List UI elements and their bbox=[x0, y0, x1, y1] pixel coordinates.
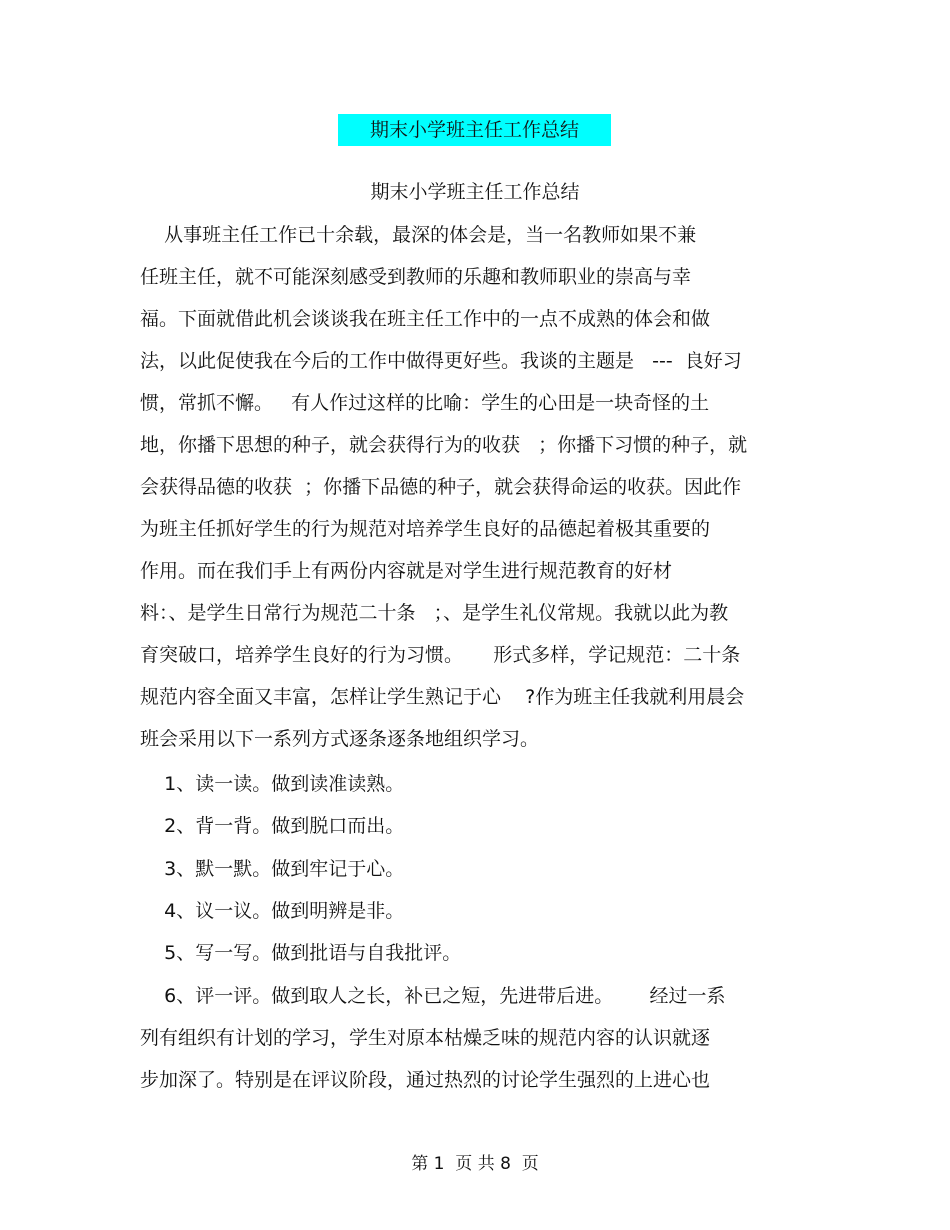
body-line: 惯，常抓不懈。 有人作过这样的比喻：学生的心田是一块奇怪的土 bbox=[140, 392, 710, 414]
body-line: 福。下面就借此机会谈谈我在班主任工作中的一点不成熟的体会和做 bbox=[140, 308, 711, 330]
body-line: 料：、是学生日常行为规范二十条 ；、是学生礼仪常规。我就以此为教 bbox=[140, 602, 729, 624]
list-item: 6、评一评。做到取人之长，补已之短，先进带后进。 经过一系 bbox=[140, 985, 726, 1007]
body-line: 任班主任，就不可能深刻感受到教师的乐趣和教师职业的崇高与幸 bbox=[140, 266, 692, 288]
body-line: 育突破口，培养学生良好的行为习惯。 形式多样，学记规范：二十条 bbox=[140, 644, 741, 666]
body-line: 法，以此促使我在今后的工作中做得更好些。我谈的主题是 --- 良好习 bbox=[140, 350, 742, 372]
document-heading: 期末小学班主任工作总结 bbox=[338, 114, 611, 146]
body-line: 会获得品德的收获 ；你播下品德的种子，就会获得命运的收获。因此作 bbox=[140, 476, 742, 498]
body-line: 规范内容全面又丰富，怎样让学生熟记于心 ?作为班主任我就利用晨会 bbox=[140, 686, 745, 708]
list-item: 4、议一议。做到明辨是非。 bbox=[140, 900, 405, 922]
body-line: 为班主任抓好学生的行为规范对培养学生良好的品德起着极其重要的 bbox=[140, 518, 711, 540]
body-line: 从事班主任工作已十余载，最深的体会是，当一名教师如果不兼 bbox=[140, 224, 697, 246]
body-line: 作用。而在我们手上有两份内容就是对学生进行规范教育的好材 bbox=[140, 560, 673, 582]
body-line: 步加深了。特别是在评议阶段，通过热烈的讨论学生强烈的上进心也 bbox=[140, 1069, 711, 1091]
page-footer: 第 1 页 共 8 页 bbox=[411, 1154, 539, 1174]
list-item: 1、读一读。做到读准读熟。 bbox=[140, 773, 405, 795]
body-line: 班会采用以下一系列方式逐条逐条地组织学习。 bbox=[140, 728, 540, 750]
body-line: 地，你播下思想的种子，就会获得行为的收获 ；你播下习惯的种子，就 bbox=[140, 434, 748, 456]
list-item: 5、写一写。做到批语与自我批评。 bbox=[140, 942, 462, 964]
list-item: 3、默一默。做到牢记于心。 bbox=[140, 858, 405, 880]
body-line: 列有组织有计划的学习，学生对原本枯燥乏味的规范内容的认识就逐 bbox=[140, 1027, 711, 1049]
list-item: 2、背一背。做到脱口而出。 bbox=[140, 815, 405, 837]
document-subtitle: 期末小学班主任工作总结 bbox=[370, 181, 580, 203]
